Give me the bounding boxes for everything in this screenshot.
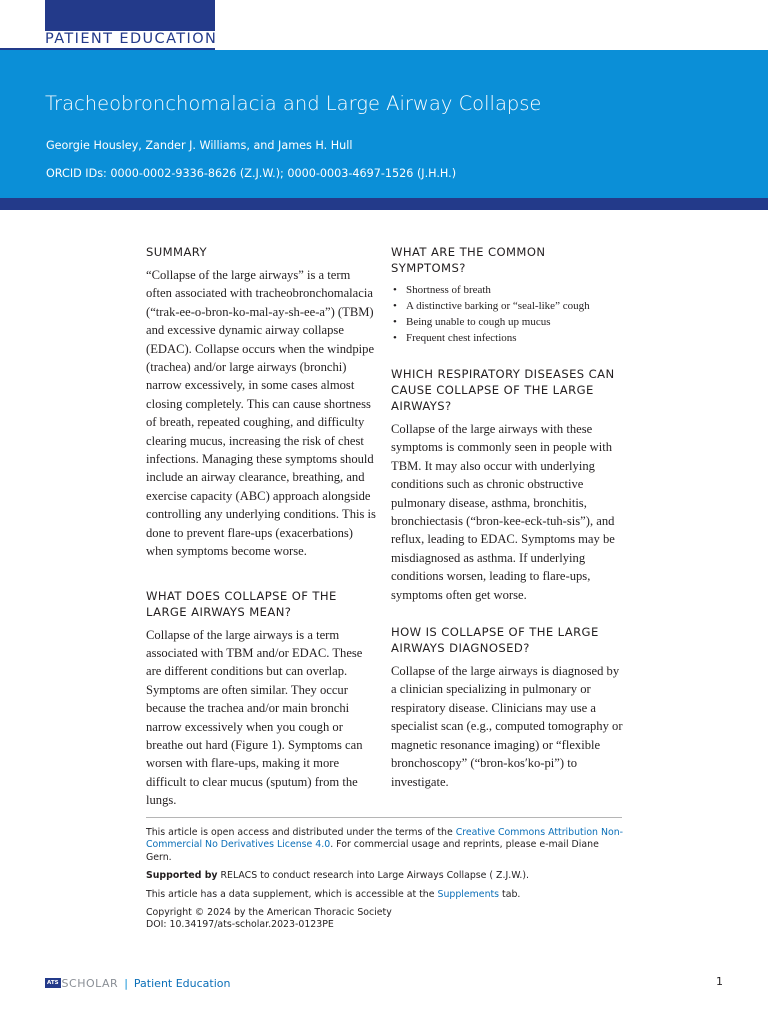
meaning-text: Collapse of the large airways is a term associated with TBM and/or EDAC. These are different conditions but can overlap. Symptoms are often similar. They occur because the trachea and/or main bronchi narrow excessively when you cough or breathe out hard (Figure 1). Symptoms can worsen with flare-ups, making it more difficult to clear mucus (sputum) from the lungs. — [146, 627, 363, 808]
footer-separator: | — [124, 976, 128, 990]
symptoms-heading: WHAT ARE THE COMMON SYMPTOMS? — [391, 245, 546, 275]
journal-footer — [45, 975, 230, 991]
section-name: Patient Education — [133, 976, 231, 990]
journal-name: SCHOLAR — [61, 976, 119, 990]
license-notice: This article is open access and distributed under the terms of the Creative Commons Attribution Non-Commercial No Derivatives License 4.0. For commercial usage and reprints, please e-mail Diane Gern. — [146, 827, 624, 863]
orcid-ids: ORCID IDs: 0000-0002-9336-8626 (Z.J.W.); 0000-0003-4697-1526 (J.H.H.) — [46, 167, 457, 180]
meaning-heading: WHAT DOES COLLAPSE OF THE LARGE AIRWAYS MEAN? — [146, 588, 337, 619]
ats-logo-icon: ATS — [47, 980, 59, 986]
symptoms-list — [391, 282, 623, 346]
title-banner — [0, 50, 768, 198]
diagnosed-text: Collapse of the large airways is diagnosed by a clinician specializing in pulmonary or respiratory disease. Clinicians may use a specialist scan (e.g., computed tomography or magnetic resonance imaging) or “flexible bronchoscopy” (“bron-kos′ko-pi”) to investigate. — [391, 664, 623, 789]
list-item: • Shortness of breath — [391, 282, 623, 298]
diseases-heading: WHICH RESPIRATORY DISEASES CAN CAUSE COLLAPSE OF THE LARGE AIRWAYS? — [391, 367, 615, 413]
section-kicker: PATIENT EDUCATION — [45, 31, 218, 47]
header-tab-block — [45, 0, 215, 31]
article-footer — [146, 827, 624, 932]
license-link[interactable]: Creative Commons Attribution Non-Commercial No Derivatives License 4.0 — [146, 827, 624, 851]
banner-bottom-stripe — [0, 198, 768, 210]
left-column — [146, 244, 378, 810]
list-item: • Frequent chest infections — [391, 330, 623, 346]
list-item: • A distinctive barking or “seal-like” cough — [391, 298, 623, 314]
article-title: Tracheobronchomalacia and Large Airway Collapse — [45, 92, 542, 115]
list-item: • Being unable to cough up mucus — [391, 314, 623, 330]
page-number: 1 — [716, 975, 723, 988]
diseases-text: Collapse of the large airways with these symptoms is commonly seen in people with TBM. It may also occur with underlying conditions such as chronic obstructive pulmonary disease, asthma, bronchitis, bronchiectasis (“bron-kee-eck-tuh-sis”), and reflux, leading to EDAC. Symptoms may be misdiagnosed as asthma. If underlying conditions worsen, leading to flare-ups, symptoms often get worse. — [391, 422, 615, 602]
footer-divider — [146, 817, 622, 818]
doi-line: DOI: 10.34197/ats-scholar.2023-0123PE — [146, 919, 334, 931]
supplements-link[interactable]: Supplements — [437, 888, 500, 900]
copyright-line: Copyright © 2024 by the American Thoracic Society — [146, 907, 392, 919]
summary-heading: SUMMARY — [146, 245, 207, 259]
diagnosed-heading: HOW IS COLLAPSE OF THE LARGE AIRWAYS DIAGNOSED? — [391, 625, 599, 656]
right-column — [391, 244, 623, 791]
supplement-notice: This article has a data supplement, which is accessible at the Supplements tab. — [146, 888, 521, 900]
article-authors: Georgie Housley, Zander J. Williams, and James H. Hull — [46, 139, 353, 152]
summary-text: “Collapse of the large airways” is a term often associated with tracheobronchomalacia (“trak-ee-o-bron-ko-mal-ay-sh-ee-a”) (TBM) and excessive dynamic airway collapse (EDAC). Collapse occurs when the windpipe (trachea) and/or large airways (bronchi) narrow excessively, in some cases almost closing completely. This can cause shortness of breath, repeated coughing, and difficulty clearing mucus, increasing the risk of chest infections. Managing these symptoms should include an airway clearance, breathing, and exercise capacity (ABC) approach alongside controlling any underlying conditions. This is done to prevent flare-ups (exacerbations) when symptoms become worse. — [146, 268, 376, 559]
supported-label: Supported by — [146, 870, 218, 882]
funding-notice: Supported by RELACS to conduct research into Large Airways Collapse ( Z.J.W.). — [146, 870, 530, 882]
